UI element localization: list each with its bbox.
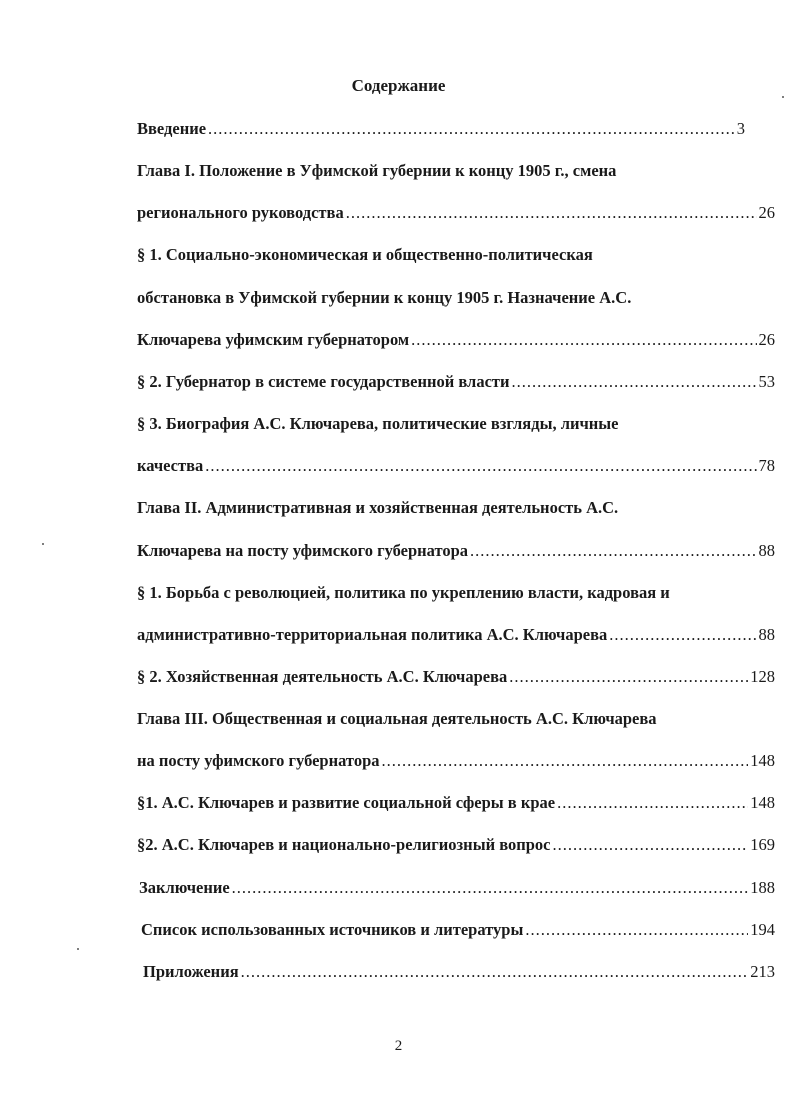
toc-entry-text: § 1. Борьба с революцией, политика по укреплению власти, кадровая и — [137, 583, 670, 602]
leader-dots — [205, 456, 756, 476]
toc-entry-section-3-2[interactable] — [137, 835, 775, 855]
toc-entry-text: Введение — [137, 119, 207, 138]
toc-entry-text: § 3. Биография А.С. Ключарева, политические взгляды, личные — [137, 414, 619, 433]
toc-entry-text: Глава II. Административная и хозяйственная деятельность А.С. — [137, 498, 619, 517]
leader-dots — [208, 119, 735, 139]
leader-dots — [241, 962, 749, 982]
toc-entry-section-1-1-end[interactable] — [137, 330, 775, 350]
scan-speck — [42, 543, 44, 545]
leader-dots — [382, 751, 749, 771]
toc-entry-chapter-3[interactable] — [137, 709, 657, 729]
toc-entry-text: §2. А.С. Ключарев и национально-религиозный вопрос — [137, 835, 551, 854]
toc-entry-section-3-1[interactable] — [137, 793, 775, 813]
toc-entry-section-1-3-cont[interactable] — [137, 456, 775, 476]
toc-entry-page: 148 — [750, 793, 775, 812]
toc-entry-page: 88 — [758, 625, 775, 644]
toc-entry-text: Заключение — [139, 878, 230, 897]
toc-entry-section-1-1[interactable] — [137, 245, 593, 265]
toc-entry-page: 188 — [750, 878, 775, 897]
leader-dots — [553, 835, 749, 855]
toc-entry-chapter-2[interactable] — [137, 498, 618, 518]
toc-entry-page: 213 — [750, 962, 775, 981]
toc-entry-section-2-1[interactable] — [137, 583, 670, 603]
toc-entry-text: качества — [137, 456, 204, 475]
toc-entry-page: 3 — [736, 119, 745, 138]
leader-dots — [512, 372, 757, 392]
toc-entry-section-1-1-cont[interactable] — [137, 288, 631, 308]
toc-entry-text: § 2. Хозяйственная деятельность А.С. Ключарева — [137, 667, 508, 686]
scan-speck — [77, 948, 79, 950]
leader-dots — [557, 793, 748, 813]
toc-title: Содержание — [351, 76, 446, 95]
toc-entry-text: Глава III. Общественная и социальная деятельность А.С. Ключарева — [137, 709, 657, 728]
toc-entry-text: обстановка в Уфимской губернии к концу 1905 г. Назначение А.С. — [137, 288, 632, 307]
toc-entry-text: Ключарева на посту уфимского губернатора — [137, 541, 469, 560]
page-number: 2 — [394, 1038, 403, 1054]
toc-entry-section-1-3[interactable] — [137, 414, 618, 434]
toc-entry-text: § 1. Социально-экономическая и общественно-политическая — [137, 245, 593, 264]
toc-entry-conclusion[interactable] — [139, 878, 775, 898]
toc-entry-page: 169 — [750, 835, 775, 854]
toc-entry-text: Приложения — [143, 962, 239, 981]
toc-entry-text: регионального руководства — [137, 203, 344, 222]
toc-entry-page: 78 — [758, 456, 775, 475]
toc-entry-section-2-1-cont[interactable] — [137, 625, 775, 645]
toc-entry-bibliography[interactable] — [141, 920, 775, 940]
toc-entry-appendices[interactable] — [143, 962, 775, 982]
leader-dots — [525, 920, 748, 940]
toc-entry-page: 128 — [750, 667, 775, 686]
leader-dots — [470, 541, 756, 561]
leader-dots — [509, 667, 748, 687]
toc-entry-text: административно-территориальная политика А.С. Ключарева — [137, 625, 608, 644]
toc-entry-page: 148 — [750, 751, 775, 770]
toc-entry-page: 53 — [758, 372, 775, 391]
toc-entry-text: § 2. Губернатор в системе государственной власти — [137, 372, 510, 391]
toc-entry-chapter-1-cont[interactable] — [137, 203, 775, 223]
leader-dots — [411, 330, 756, 350]
toc-entry-section-2-2[interactable] — [137, 667, 775, 687]
toc-entry-chapter-3-cont[interactable] — [137, 751, 775, 771]
toc-entry-chapter-2-cont[interactable] — [137, 541, 775, 561]
scan-speck — [782, 96, 784, 98]
toc-entry-page: 26 — [758, 330, 775, 349]
toc-entry-introduction[interactable] — [137, 119, 745, 139]
toc-entry-section-1-2[interactable] — [137, 372, 775, 392]
toc-entry-text: на посту уфимского губернатора — [137, 751, 380, 770]
toc-entry-page: 26 — [758, 203, 775, 222]
toc-entry-page: 88 — [758, 541, 775, 560]
toc-entry-text: Ключарева уфимским губернатором — [137, 330, 410, 349]
toc-entry-page: 194 — [750, 920, 775, 939]
leader-dots — [346, 203, 757, 223]
toc-entry-chapter-1[interactable] — [137, 161, 616, 181]
toc-entry-text: Список использованных источников и литературы — [141, 920, 524, 939]
toc-entry-text: Глава I. Положение в Уфимской губернии к концу 1905 г., смена — [137, 161, 617, 180]
leader-dots — [232, 878, 749, 898]
leader-dots — [609, 625, 756, 645]
toc-entry-text: §1. А.С. Ключарев и развитие социальной сферы в крае — [137, 793, 556, 812]
